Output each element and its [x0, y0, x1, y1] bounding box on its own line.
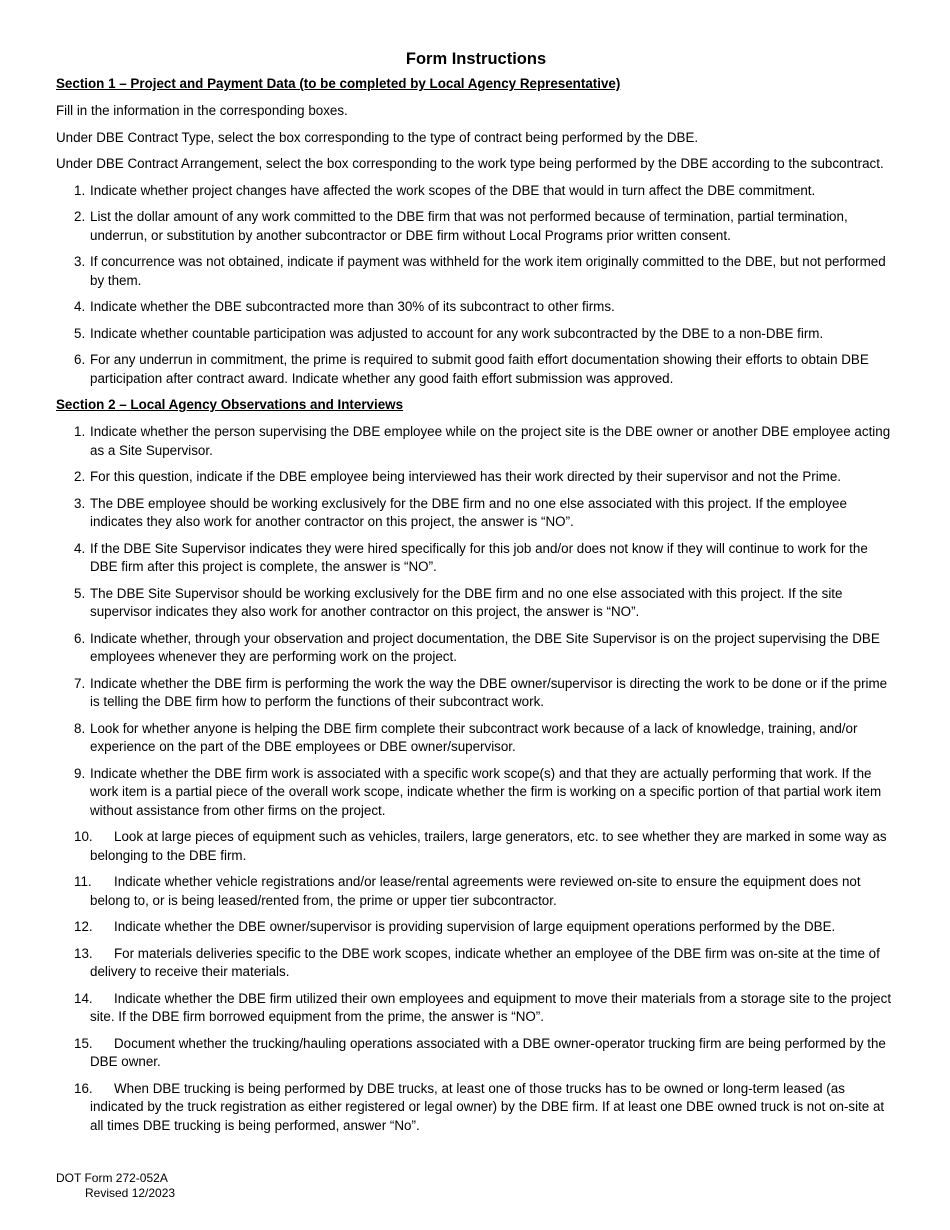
item-number: 3. — [74, 254, 86, 269]
item-text: Indicate whether the DBE owner/supervisor is providing supervision of large equipment operations performed by the DBE. — [114, 919, 836, 934]
form-number: DOT Form 272-052A — [56, 1171, 168, 1185]
item-text: Indicate whether, through your observation and project documentation, the DBE Site Supervisor is on the project supervising the DBE employees whenever they are performing work on the project. — [90, 630, 880, 664]
page-title: Form Instructions — [405, 50, 547, 68]
instructions-page — [56, 50, 896, 1143]
item-number: 2. — [74, 209, 86, 224]
item-number: 16. — [74, 1080, 93, 1096]
item-text: Indicate whether project changes have affected the work scopes of the DBE that would in turn affect the DBE commitment. — [90, 182, 816, 198]
list-item — [56, 630, 896, 667]
list-item — [56, 1080, 896, 1136]
item-number: 9. — [74, 765, 86, 781]
item-number: 15. — [74, 1035, 93, 1051]
item-text: Look for whether anyone is helping the DBE firm complete their subcontract work because of a lack of knowledge, training, and/or experience on the part of the DBE employees or DBE owner/supervisor. — [90, 720, 858, 754]
item-text: For any underrun in commitment, the prime is required to submit good faith effort documentation showing their efforts to obtain DBE participation after contract award. Indicate whether any good faith effort submission was approved. — [90, 352, 869, 386]
item-number: 5. — [74, 325, 86, 341]
page-footer — [56, 1171, 175, 1200]
item-number: 4. — [74, 299, 86, 314]
list-item — [56, 182, 896, 201]
item-text: Indicate whether the DBE firm is performing the work the way the DBE owner/supervisor is directing the work to be done or if the prime is telling the DBE firm how to perform the functions of their subcontract work. — [90, 675, 888, 709]
list-item — [56, 585, 896, 622]
list-item — [56, 351, 896, 388]
item-text: Indicate whether the DBE firm work is associated with a specific work scope(s) and that they are actually performing that work. If the work item is a partial piece of the overall work scope, indicate whether the firm is working on a specific portion of that partial work item without assistance from other firms on the project. — [90, 765, 882, 818]
section-1 — [56, 75, 896, 388]
item-text: The DBE Site Supervisor should be working exclusively for the DBE firm and no one else associated with this project. If the site supervisor indicates they also work for another contractor on this project, the answer is “NO”. — [90, 585, 843, 619]
item-text: Indicate whether vehicle registrations and/or lease/rental agreements were reviewed on-site to ensure the equipment does not belong to, or is being leased/rented from, the prime or upper tier subcontractor. — [90, 874, 861, 908]
item-text: When DBE trucking is being performed by DBE trucks, at least one of those trucks has to be owned or long-term leased (as indicated by the truck registration as either registered or legal owner) by the DBE firm. If at least one DBE owned truck is not on-site at all times DBE trucking is being performed, answer “No”. — [90, 1080, 885, 1133]
item-number: 6. — [74, 352, 86, 367]
list-item — [56, 423, 896, 460]
item-number: 10. — [74, 829, 93, 844]
section-2-heading: Section 2 – Local Agency Observations and Interviews — [56, 397, 404, 412]
list-item — [56, 468, 896, 487]
list-item — [56, 1035, 896, 1072]
item-number: 8. — [74, 720, 86, 736]
item-text: If the DBE Site Supervisor indicates they were hired specifically for this job and/or does not know if they will continue to work for the DBE firm after this project is complete, the answer is “NO”. — [90, 540, 868, 574]
section-1-paragraph: Fill in the information in the corresponding boxes. — [56, 103, 348, 118]
item-number: 7. — [74, 675, 86, 691]
list-item — [56, 828, 896, 865]
section-2 — [56, 396, 896, 1135]
item-number: 11. — [74, 874, 92, 889]
item-number: 4. — [74, 540, 86, 556]
item-text: Indicate whether the DBE subcontracted more than 30% of its subcontract to other firms. — [90, 299, 615, 314]
list-item — [56, 945, 896, 982]
item-text: The DBE employee should be working exclusively for the DBE firm and no one else associated with this project. If the employee indicates they also work for another contractor on this project, the answer is “NO”. — [90, 495, 847, 529]
list-item — [56, 253, 896, 290]
list-item — [56, 540, 896, 577]
item-text: Indicate whether the person supervising the DBE employee while on the project site is the DBE owner or another DBE employee acting as a Site Supervisor. — [90, 424, 891, 458]
list-item — [56, 990, 896, 1027]
section-1-list — [56, 182, 896, 389]
list-item — [56, 298, 896, 317]
item-number: 3. — [74, 495, 86, 511]
item-number: 13. — [74, 945, 93, 961]
list-item — [56, 873, 896, 910]
item-text: Indicate whether the DBE firm utilized their own employees and equipment to move their materials from a storage site to the project site. If the DBE firm borrowed equipment from the prime, the answer is “NO”. — [90, 990, 892, 1024]
item-text: Indicate whether countable participation was adjusted to account for any work subcontracted by the DBE to a non-DBE firm. — [90, 325, 824, 341]
item-number: 1. — [74, 424, 86, 439]
list-item — [56, 720, 896, 757]
item-number: 5. — [74, 585, 86, 601]
item-text: List the dollar amount of any work committed to the DBE firm that was not performed because of termination, partial termination, underrun, or substitution by another subcontractor or DBE firm without Local Programs prior written consent. — [90, 209, 848, 243]
revision-date: Revised 12/2023 — [85, 1185, 176, 1200]
section-1-heading: Section 1 – Project and Payment Data (to be completed by Local Agency Representative) — [56, 76, 621, 91]
item-number: 1. — [74, 182, 86, 198]
item-text: Document whether the trucking/hauling operations associated with a DBE owner-operator trucking firm are being performed by the DBE owner. — [90, 1035, 886, 1069]
item-text: For materials deliveries specific to the DBE work scopes, indicate whether an employee of the DBE firm was on-site at the time of delivery to receive their materials. — [90, 945, 880, 979]
section-1-paragraph: Under DBE Contract Type, select the box corresponding to the type of contract being performed by the DBE. — [56, 129, 699, 145]
item-number: 6. — [74, 630, 86, 646]
list-item — [56, 208, 896, 245]
section-2-list — [56, 423, 896, 1135]
list-item — [56, 495, 896, 532]
item-text: Look at large pieces of equipment such as vehicles, trailers, large generators, etc. to see whether they are marked in some way as belonging to the DBE firm. — [90, 829, 887, 863]
list-item — [56, 918, 896, 937]
list-item — [56, 675, 896, 712]
item-text: For this question, indicate if the DBE employee being interviewed has their work directed by their supervisor and not the Prime. — [90, 469, 842, 484]
item-number: 2. — [74, 469, 86, 484]
section-1-paragraph: Under DBE Contract Arrangement, select the box corresponding to the work type being performed by the DBE according to the subcontract. — [56, 156, 884, 171]
item-text: If concurrence was not obtained, indicate if payment was withheld for the work item originally committed to the DBE, but not performed by them. — [90, 254, 886, 288]
item-number: 14. — [74, 990, 93, 1006]
item-number: 12. — [74, 919, 93, 934]
list-item — [56, 765, 896, 821]
list-item — [56, 325, 896, 344]
